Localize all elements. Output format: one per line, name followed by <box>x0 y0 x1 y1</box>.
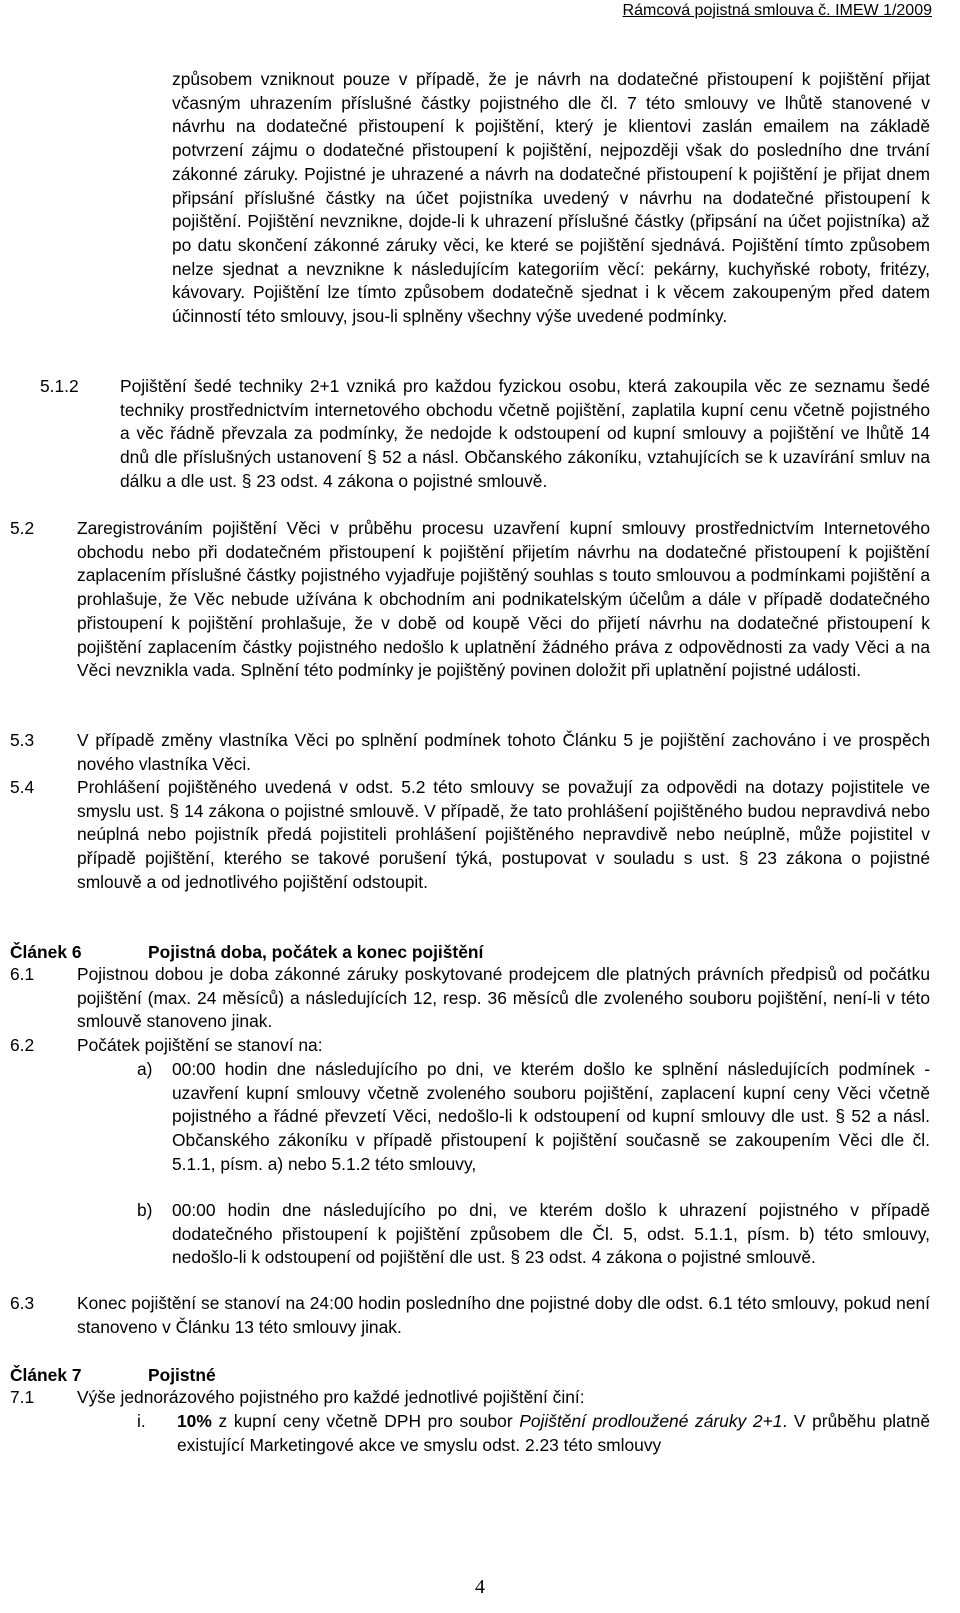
clause-6-1-text: Pojistnou dobou je doba zákonné záruky poskytované prodejcem dle platných právních předpisů od počátku pojištění (max. 24 měsíců) a následujících 12, resp. 36 měsíců dle zvoleného souboru pojištění, není-li v této smlouvě stanoveno jinak. <box>77 964 930 1032</box>
clause-6-2-b-text: 00:00 hodin dne následujícího po dni, ve kterém došlo k uhrazení pojistného v případě dodatečného přistoupení k pojištění způsobem dle Čl. 5, odst. 5.1.1, písm. b) této smlouvy, nedošlo-li k odstoupení od pojištění dle ust. § 23 odst. 4 zákona o pojistné smlouvě. <box>172 1200 930 1268</box>
product-name: Pojištění prodloužené záruky 2+1 <box>519 1411 783 1431</box>
clause-5-1-2-text: Pojištění šedé techniky 2+1 vzniká pro každou fyzickou osobu, která zakoupila věc ze seznamu šedé techniky prostřednictvím internetového obchodu včetně pojištění, zaplatila kupní cenu včetně pojistného a věc řádně převzala za podmínky, že nedojde k odstoupení od kupní smlouvy a pojištění ve lhůtě 14 dnů dle příslušných ustanovení § 52 a násl. Občanského zákoníku, vztahujících se k uzavírání smluv na dálku a dle ust. § 23 odst. 4 zákona o pojistné smlouvě. <box>120 376 930 491</box>
clause-7-1-i-text <box>177 1410 930 1457</box>
clause-number-6-3: 6.3 <box>10 1293 35 1313</box>
clause-number-5-1-2: 5.1.2 <box>40 376 79 396</box>
clause-6-2-a-text: 00:00 hodin dne následujícího po dni, ve kterém došlo ke splnění následujících podmínek - uzavření kupní smlouvy včetně zvoleného souboru pojištění, zaplacení kupní ceny Věci včetně pojistného a řádné převzetí Věci, nedošlo-li k odstoupení od kupní smlouvy dle ust. § 52 a násl. Občanského zákoníku v případě přistoupení k pojištění současně se zakoupením Věci dle čl. 5.1.1, písm. a) nebo 5.1.2 této smlouvy, <box>172 1059 930 1174</box>
paragraph-5-1-1-continuation: způsobem vzniknout pouze v případě, že je návrh na dodatečné přistoupení k pojištění přijat včasným uhrazením příslušné částky pojistného dle čl. 7 této smlouvy ve lhůtě stanovené v návrhu na dodatečné přistoupení k pojištění, který je klientovi zaslán emailem na základě potvrzení zájmu o dodatečné přistoupení k pojištění, nejpozději však do posledního dne trvání zákonné záruky. Pojistné je uhrazené a návrh na dodatečné přistoupení k pojištění je přijat dnem připsání příslušné částky na účet pojistníka uvedený v návrhu na dodatečné přistoupení k pojištění. Pojištění nevznikne, dojde-li k uhrazení příslušné částky (připsání na účet pojistníka) až po datu skončení zákonné záruky věci, ke které se pojištění sjednává. Pojištění tímto způsobem nelze sjednat a nevznikne k následujícím kategoriím věcí: pekárny, kuchyňské roboty, fritézy, kávovary. Pojištění lze tímto způsobem dodatečně sjednat i k věcem zakoupeným před datem účinností této smlouvy, jsou-li splněny všechny výše uvedené podmínky. <box>172 69 930 327</box>
clause-number-6-1: 6.1 <box>10 964 35 984</box>
clause-6-2-a-marker: a) <box>137 1059 153 1079</box>
clause-number-6-2: 6.2 <box>10 1035 35 1055</box>
page-number: 4 <box>475 1576 485 1598</box>
clause-6-3-text: Konec pojištění se stanoví na 24:00 hodin posledního dne pojistné doby dle odst. 6.1 této smlouvy, pokud není stanoveno v Článku 13 této smlouvy jinak. <box>77 1293 930 1337</box>
article-6-title: Pojistná doba, počátek a konec pojištění <box>148 942 484 962</box>
clause-number-5-4: 5.4 <box>10 777 35 797</box>
clause-7-1-text: Výše jednorázového pojistného pro každé jednotlivé pojištění činí: <box>77 1387 585 1407</box>
clause-number-7-1: 7.1 <box>10 1387 35 1407</box>
clause-7-1-i-marker: i. <box>137 1411 146 1431</box>
clause-7-1-i-part-b: . V průběhu platně existující Marketingové akce ve smyslu odst. 2.23 této smlouvy <box>177 1411 930 1455</box>
clause-6-2-text: Počátek pojištění se stanoví na: <box>77 1035 323 1055</box>
clause-6-2-b-marker: b) <box>137 1200 153 1220</box>
running-header: Rámcová pojistná smlouva č. IMEW 1/2009 <box>622 2 932 19</box>
article-6-label: Článek 6 <box>10 942 82 962</box>
clause-number-5-2: 5.2 <box>10 518 35 538</box>
article-7-title: Pojistné <box>148 1365 216 1385</box>
clause-5-2-text: Zaregistrováním pojištění Věci v průběhu procesu uzavření kupní smlouvy prostřednictvím Internetového obchodu nebo při dodatečném přistoupení k pojištění přijetím návrhu na dodatečné přistoupení k pojištění zaplacením příslušné částky pojistného vyjadřuje pojištěný souhlas s touto smlouvou a podmínkami pojištění a prohlašuje, že Věc nebude užívána k obchodním ani podnikatelským účelům a dále v případě dodatečného přistoupení k pojištění prohlašuje, že v době od koupě Věci do přijetí návrhu na dodatečné přistoupení k pojištění zaplacením částky pojistného nedošlo k uplatnění žádného práva z odpovědnosti za vady Věci a na Věci nevznikla vada. Splnění této podmínky je pojištěný povinen doložit při uplatnění pojistné události. <box>77 518 930 681</box>
clause-number-5-3: 5.3 <box>10 730 35 750</box>
article-7-label: Článek 7 <box>10 1365 82 1385</box>
premium-percentage: 10% <box>177 1411 212 1431</box>
clause-5-3-text: V případě změny vlastníka Věci po splnění podmínek tohoto Článku 5 je pojištění zachováno i ve prospěch nového vlastníka Věci. <box>77 730 930 774</box>
clause-7-1-i-part-a: z kupní ceny včetně DPH pro soubor <box>211 1411 520 1431</box>
clause-5-4-text: Prohlášení pojištěného uvedená v odst. 5.2 této smlouvy se považují za odpovědi na dotazy pojistitele ve smyslu ust. § 14 zákona o pojistné smlouvě. V případě, že tato prohlášení pojištěného budou nepravdivá nebo neúplná nebo pojistník předá pojistiteli prohlášení pojištěného nepravdivě nebo neúplně, může pojistitel v případě pojištění, kterého se takové porušení týká, postupovat v souladu s ust. § 23 zákona o pojistné smlouvě a od jednotlivého pojištění odstoupit. <box>77 777 930 892</box>
